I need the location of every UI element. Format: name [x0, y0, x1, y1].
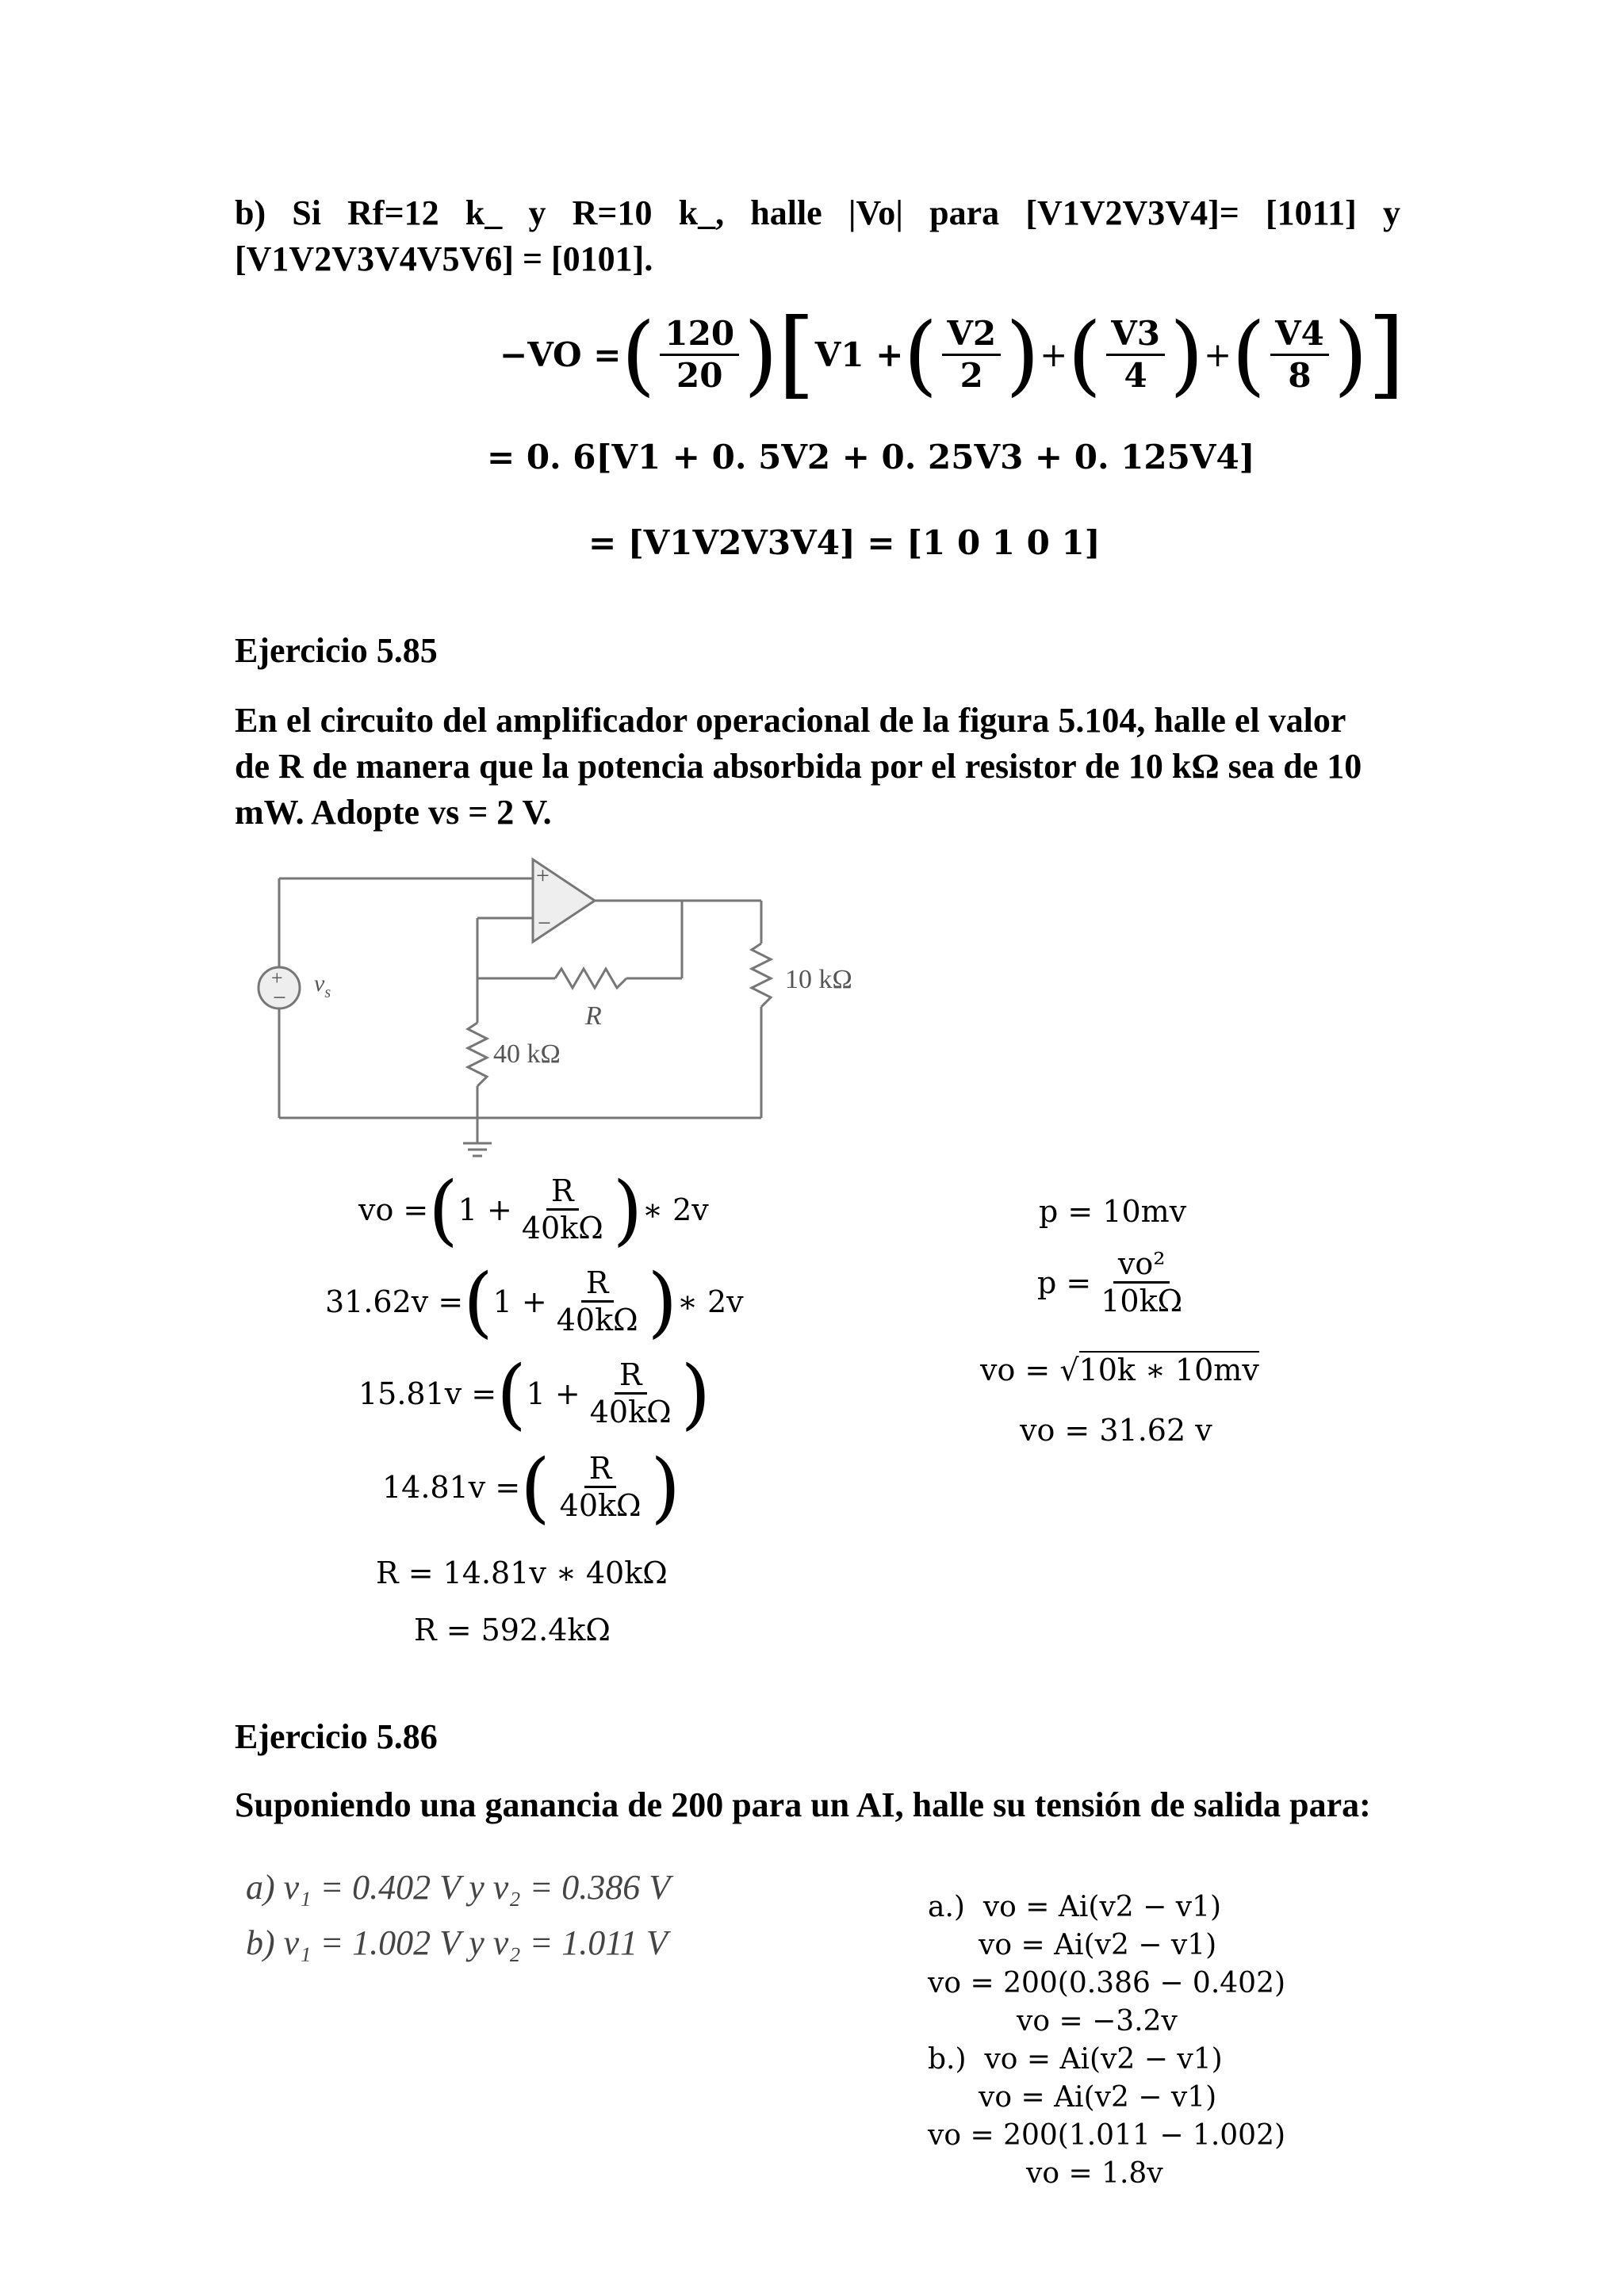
sol-a-line-2: vo = Ai(v2 − v1) [979, 1929, 1217, 1961]
resistor-r [555, 969, 626, 988]
ex585-left-line-6: R = 592.4kΩ [414, 1613, 611, 1647]
resistor-10k [752, 943, 771, 1007]
part-b-line1: b) Si Rf=12 k_ y R=10 k_, halle |Vo| para [V1V2V3V4]= [1011] y [235, 193, 1400, 232]
ex585-right-line-4: vo = 31.62 v [1020, 1413, 1212, 1448]
ex585-left-line-4: 14.81v = ( $\frac{R}{40k\Omega}$ ) [382, 1442, 680, 1532]
resistor-40k-label: 40 kΩ [493, 1039, 561, 1069]
op-amp-plus-label: + [536, 863, 550, 889]
sol-a-line-3: vo = 200(0.386 − 0.402) [928, 1967, 1286, 1999]
sol-a-line-4: vo = −3.2v [1017, 2005, 1178, 2038]
given-b: b) v₁ = 1.002 V y v₂ = 1.011 V [246, 1923, 668, 1962]
source-minus-label: − [273, 985, 286, 1011]
ex585-statement: En el circuito del amplificador operacional de la figura 5.104, halle el valor de R de manera que la potencia absorbida por el resistor de 10 kΩ sea de 10 mW. Adopte vs = 2 V. [235, 701, 1362, 832]
ex585-left-line-3: 15.81v = ( 1 + $\frac{R}{40k\Omega}$ ) [358, 1349, 711, 1438]
sol-b-line-3: vo = 200(1.011 − 1.002) [928, 2119, 1286, 2152]
sol-b-line-1: b.) vo = Ai(v2 − v1) [928, 2043, 1223, 2076]
ex585-left-line-2: 31.62v = ( 1 + $\frac{R}{40k\Omega}$ ) ∗ 2v [325, 1257, 744, 1346]
ex586-heading: Ejercicio 5.86 [235, 1717, 438, 1756]
part-b-line2: [V1V2V3V4V5V6] = [0101]. [235, 239, 653, 278]
part-b-equation-2: = 0. 6[V1 + 0. 5V2 + 0. 25V3 + 0. 125V4] [487, 438, 1255, 476]
op-amp-minus-label: − [538, 910, 551, 936]
ex586-given-values [246, 1860, 670, 1971]
ex586-solution [928, 1888, 1285, 2193]
resistor-40k [468, 1023, 487, 1086]
ex585-heading: Ejercicio 5.85 [235, 631, 438, 670]
op-amp-circuit-diagram [238, 848, 888, 1165]
source-plus-label: + [271, 966, 283, 989]
part-b-equation-1: −VO = ( $\frac{120}{20}$ ) [ V1 + ( $\frac{V2}{2}$ ) + ( $\frac{V3}{4}$ ) + ( $\frac{V4}{8}$ ) ] [500, 299, 1405, 409]
ex585-right-line-1: p = 10mv [1039, 1194, 1187, 1229]
ex586-statement: Suponiendo una ganancia de 200 para un AI, halle su tensión de salida para: [235, 1785, 1371, 1824]
resistor-10k-label: 10 kΩ [785, 965, 852, 994]
sol-a-line-1: a.) vo = Ai(v2 − v1) [928, 1891, 1222, 1923]
ex585-left-line-5: R = 14.81v ∗ 40kΩ [376, 1556, 668, 1590]
given-a: a) v₁ = 0.402 V y v₂ = 0.386 V [246, 1868, 671, 1907]
sol-b-line-2: vo = Ai(v2 − v1) [979, 2081, 1217, 2114]
resistor-r-label: R [585, 1001, 602, 1031]
fraction-120-20: $\frac{120}{20}$ [660, 314, 739, 396]
part-b-equation-3: = [V1V2V3V4] = [1 0 1 0 1] [588, 523, 1101, 562]
ex585-right-line-3: vo = √10k ∗ 10mv [980, 1353, 1259, 1387]
ex585-right-line-2: p = $\frac{\text{vo²}}{10k\Omega}$ [1037, 1246, 1183, 1318]
ex585-left-line-1: vo = ( 1 + $\frac{R}{40k\Omega}$ ) ∗ 2v [358, 1165, 709, 1254]
sol-b-line-4: vo = 1.8v [1026, 2157, 1163, 2190]
source-label: $v_s$ [314, 970, 331, 1001]
